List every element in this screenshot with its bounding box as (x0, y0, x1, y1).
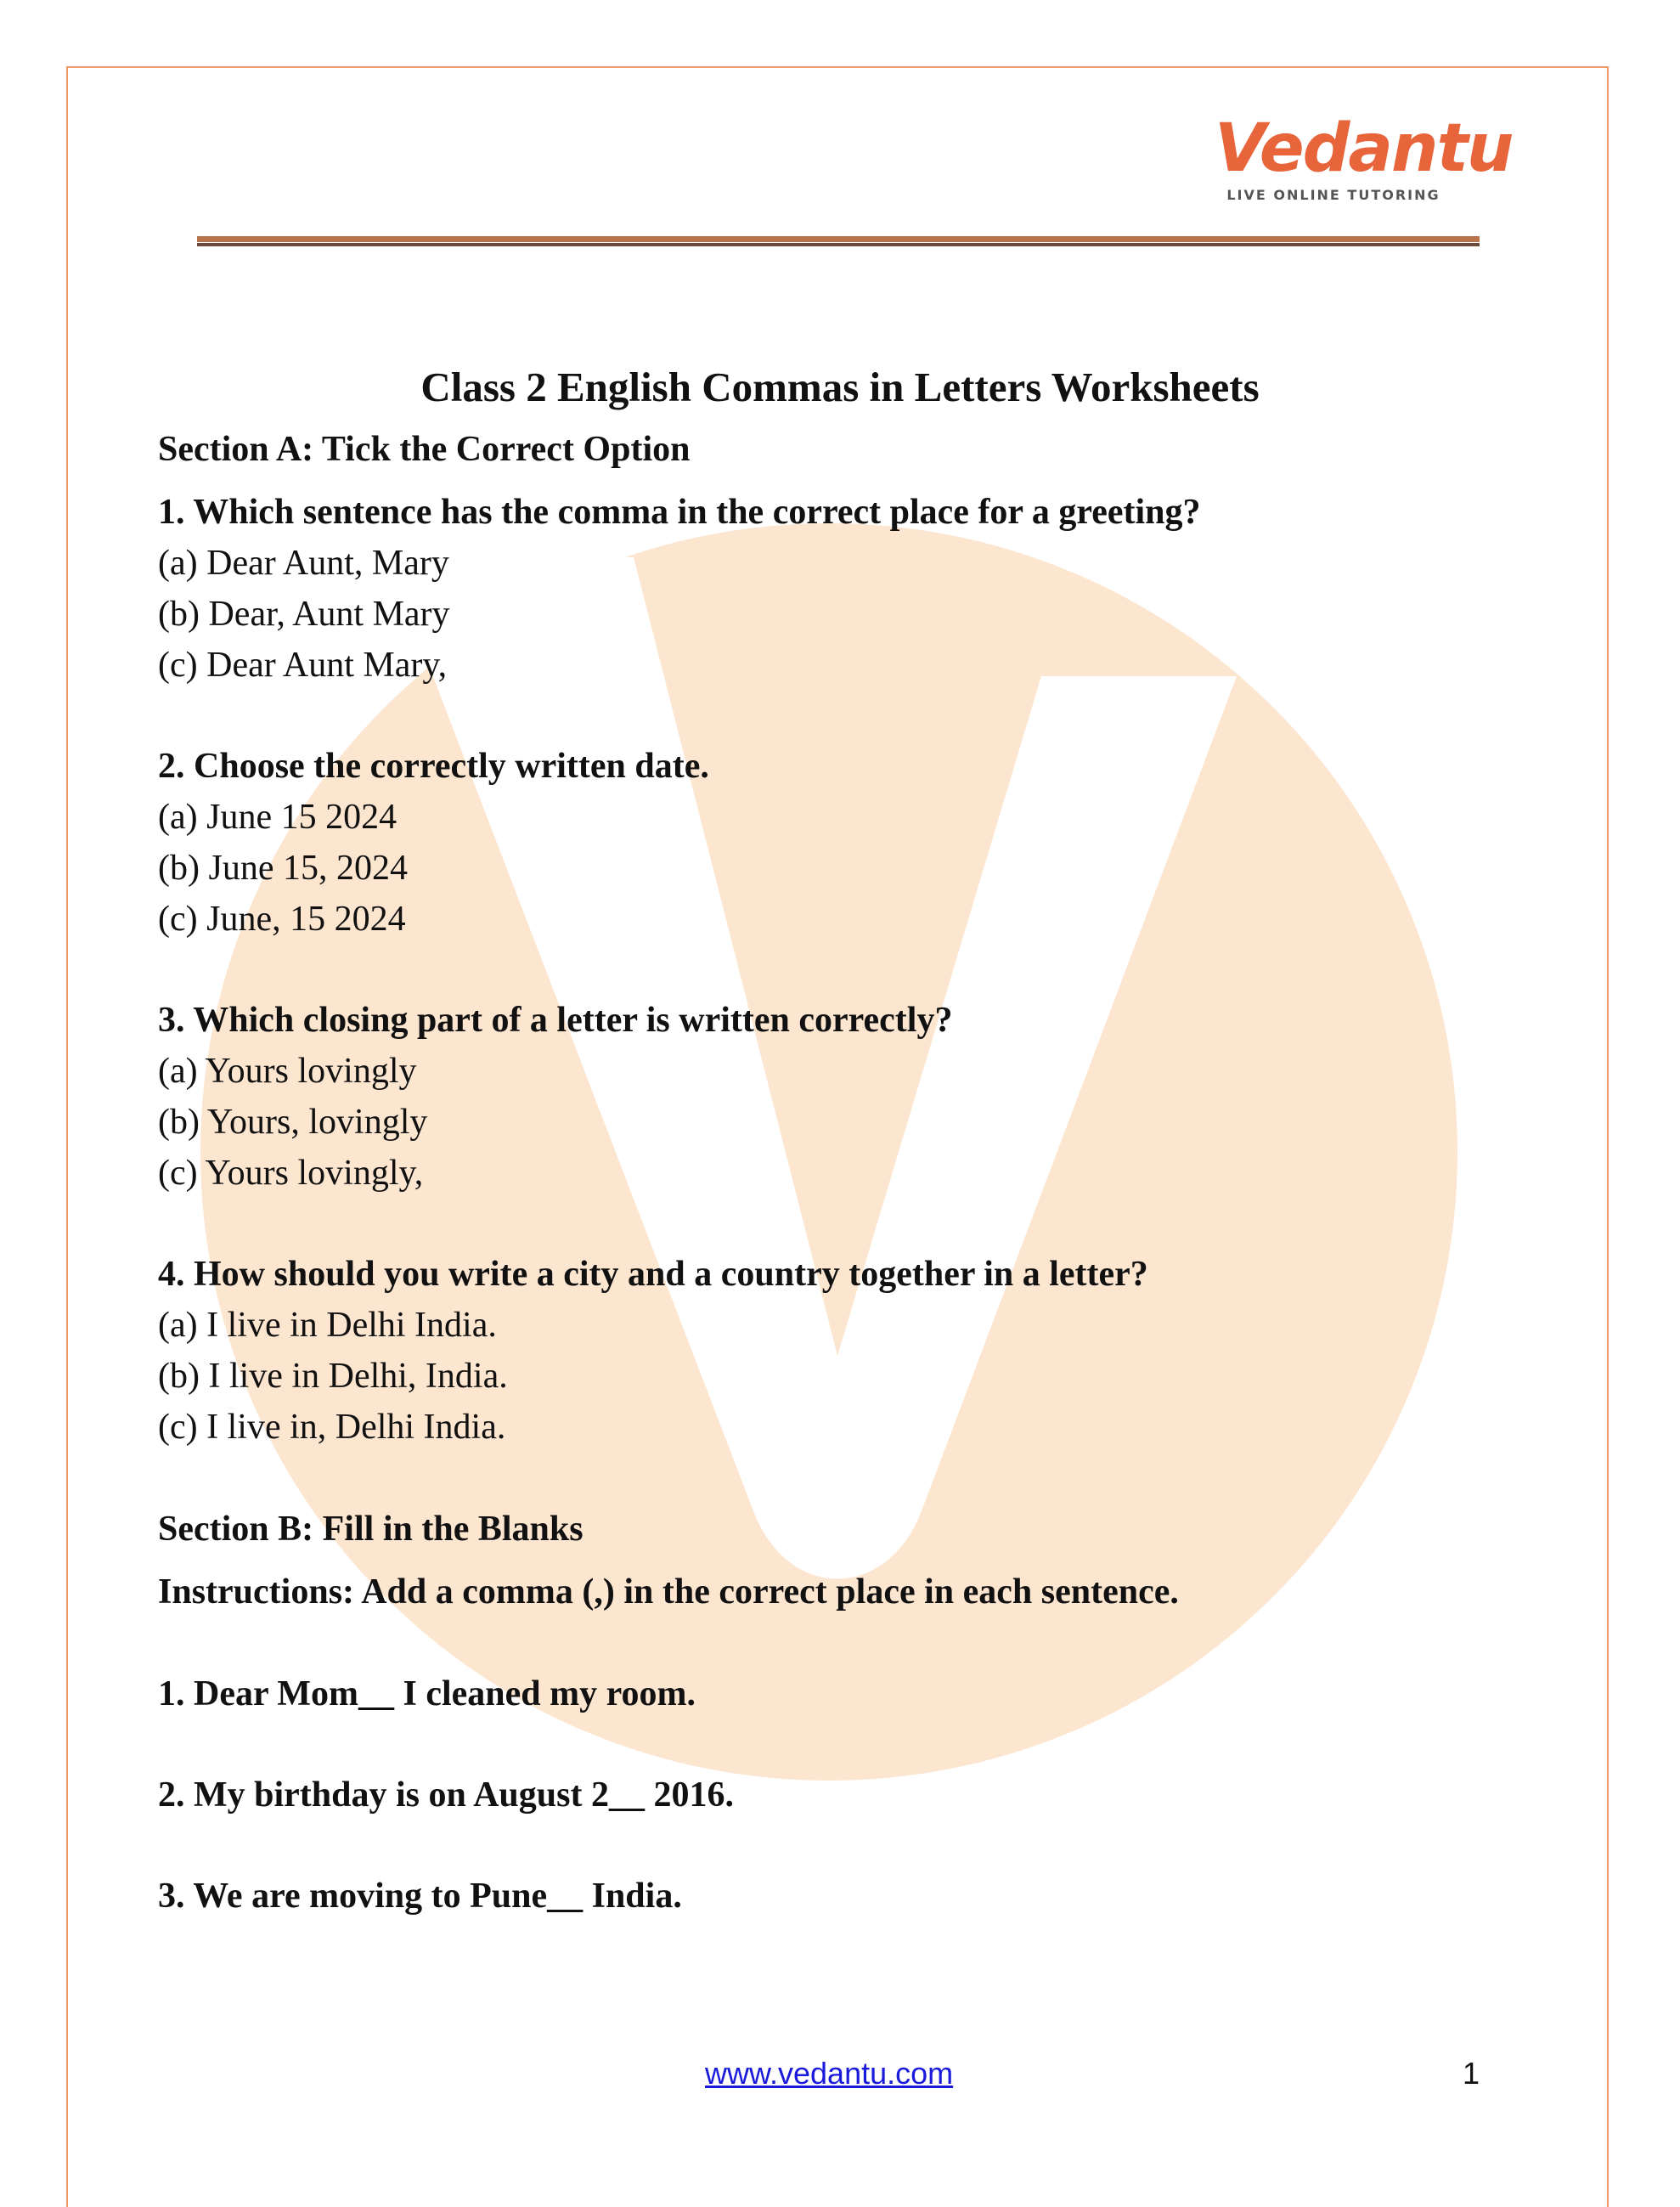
question-1-option-c: (c) Dear Aunt Mary, (158, 646, 448, 685)
question-3: 3. Which closing part of a letter is written correctly? (158, 1001, 953, 1040)
question-1-option-a: (a) Dear Aunt, Mary (158, 544, 449, 583)
question-4-option-a: (a) I live in Delhi India. (158, 1306, 497, 1345)
question-2-option-c: (c) June, 15 2024 (158, 900, 406, 939)
fill-blank-item-1: 1. Dear Mom__ I cleaned my room. (158, 1674, 696, 1713)
section-a-heading: Section A: Tick the Correct Option (158, 430, 691, 469)
question-2-option-a: (a) June 15 2024 (158, 798, 397, 837)
fill-blank-item-3: 3. We are moving to Pune__ India. (158, 1877, 682, 1916)
question-3-option-a: (a) Yours lovingly (158, 1052, 417, 1091)
question-2-option-b: (b) June 15, 2024 (158, 849, 408, 888)
vedantu-website-link[interactable]: www.vedantu.com (705, 2056, 954, 2091)
fill-blank-item-2: 2. My birthday is on August 2__ 2016. (158, 1775, 734, 1815)
section-b-heading: Section B: Fill in the Blanks (158, 1510, 583, 1549)
page-number: 1 (1463, 2056, 1480, 2091)
section-b-instructions: Instructions: Add a comma (,) in the correct place in each sentence. (158, 1572, 1179, 1612)
question-3-option-c: (c) Yours lovingly, (158, 1154, 424, 1193)
question-4-option-c: (c) I live in, Delhi India. (158, 1408, 506, 1447)
question-3-option-b: (b) Yours, lovingly (158, 1103, 428, 1142)
vedantu-logo (1215, 110, 1513, 212)
page-title: Class 2 English Commas in Letters Worksheets (420, 364, 1260, 410)
question-1: 1. Which sentence has the comma in the correct place for a greeting? (158, 493, 1201, 532)
question-4-option-b: (b) I live in Delhi, India. (158, 1357, 508, 1396)
question-2: 2. Choose the correctly written date. (158, 747, 709, 786)
logo-wordmark: Vedantu (1215, 110, 1513, 187)
question-4: 4. How should you write a city and a country together in a letter? (158, 1255, 1148, 1294)
logo-tagline: LIVE ONLINE TUTORING (1226, 187, 1440, 203)
header-divider (197, 236, 1480, 246)
question-1-option-b: (b) Dear, Aunt Mary (158, 595, 450, 634)
